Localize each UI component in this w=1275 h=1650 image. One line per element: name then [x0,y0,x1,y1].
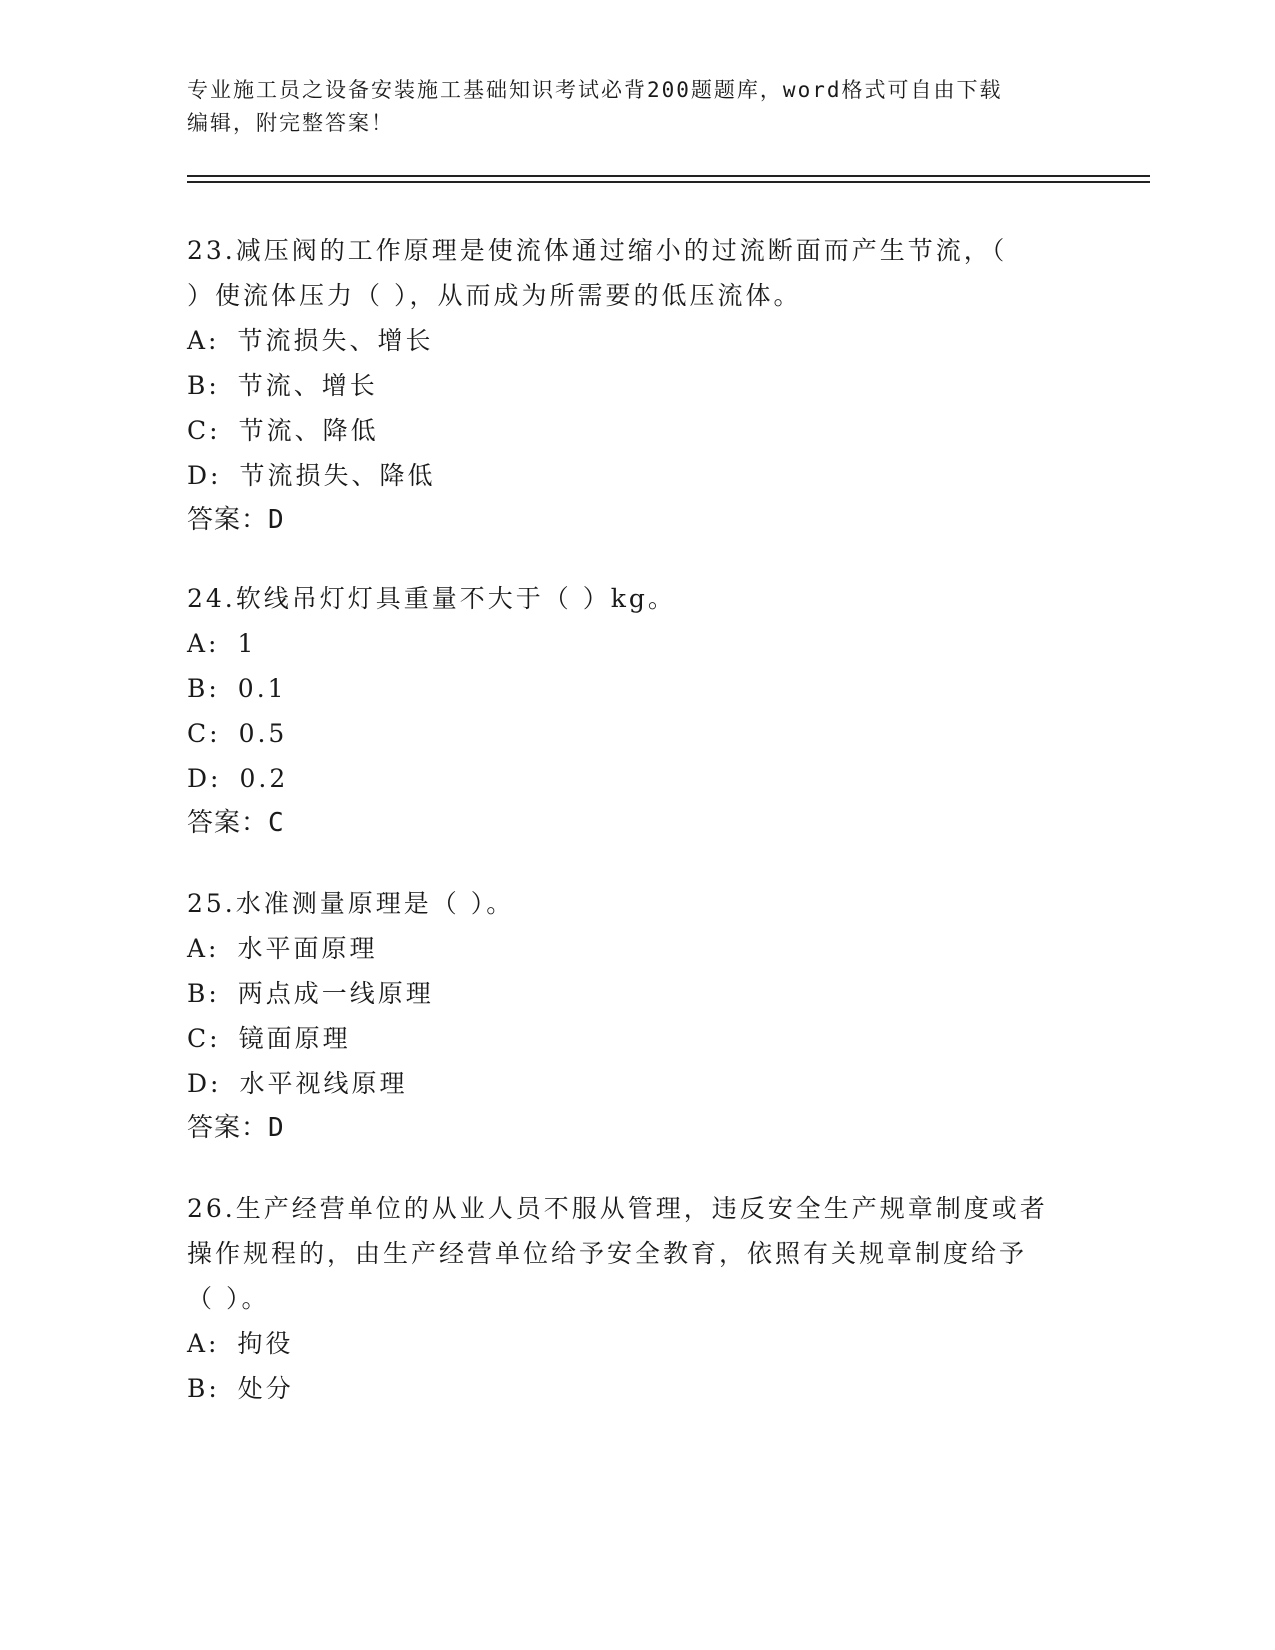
option-a [187,1321,1087,1366]
answer-value: C [268,808,285,838]
question-text-line: ）使流体压力（ ），从而成为所需要的低压流体。 [187,281,802,310]
option-text: 节流损失、增长 [237,326,434,355]
header-divider-bottom [187,181,1150,183]
question-text-line: 26.生产经营单位的从业人员不服从管理，违反安全生产规章制度或者 [187,1194,1048,1223]
header-line-1: 专业施工员之设备安装施工基础知识考试必背200题题库，word格式可自由下载 [187,78,1003,102]
answer-value: D [268,505,285,535]
option-text: 节流、降低 [238,416,379,445]
option-letter: C: [187,719,221,748]
option-text: 0.1 [237,674,287,703]
option-text: 镜面原理 [238,1024,351,1053]
question-text-line: 操作规程的，由生产经营单位给予安全教育，依照有关规章制度给予 [187,1239,1028,1268]
answer-label: 答案： [187,1113,269,1143]
option-text: 水平视线原理 [239,1069,408,1098]
option-text: 0.5 [238,719,288,748]
option-letter: B: [187,674,220,703]
answer-label: 答案： [187,808,269,838]
option-text: 节流损失、降低 [239,461,436,490]
option-text: 1 [237,629,257,658]
option-letter: B: [187,371,220,400]
option-letter: D: [187,764,222,793]
answer-value: D [268,1113,285,1143]
option-a [187,621,1087,666]
option-letter: B: [187,979,220,1008]
option-c [187,408,1087,453]
option-text: 水平面原理 [237,934,378,963]
question-25 [187,881,1087,1151]
option-text: 节流、增长 [237,371,378,400]
option-text: 0.2 [239,764,289,793]
option-text: 拘役 [237,1329,294,1358]
option-letter: A: [187,326,220,355]
answer-line [187,1106,1087,1151]
option-letter: D: [187,1069,222,1098]
option-b [187,666,1087,711]
option-c [187,1016,1087,1061]
option-text: 处分 [237,1374,294,1403]
option-letter: B: [187,1374,220,1403]
question-text-line: 24.软线吊灯灯具重量不大于（ ）kg。 [187,584,676,613]
answer-line [187,801,1087,846]
option-d [187,756,1087,801]
option-d [187,1061,1087,1106]
option-d [187,453,1087,498]
option-b [187,1366,1087,1411]
option-letter: C: [187,1024,221,1053]
option-letter: C: [187,416,221,445]
option-text: 两点成一线原理 [237,979,434,1008]
option-c [187,711,1087,756]
question-24 [187,576,1087,846]
question-26 [187,1186,1087,1411]
question-text-line: 23.减压阀的工作原理是使流体通过缩小的过流断面而产生节流，（ [187,236,1008,265]
option-b [187,363,1087,408]
option-b [187,971,1087,1016]
option-a [187,926,1087,971]
document-header [187,74,1087,140]
option-a [187,318,1087,363]
header-line-2: 编辑，附完整答案！ [187,111,394,135]
option-letter: D: [187,461,222,490]
option-letter: A: [187,934,220,963]
question-23 [187,228,1087,543]
answer-label: 答案： [187,505,269,535]
header-divider-top [187,175,1150,177]
question-text-line: 25.水准测量原理是（ ）。 [187,889,515,918]
answer-line [187,498,1087,543]
question-text-line: （ ）。 [187,1284,270,1313]
option-letter: A: [187,629,220,658]
option-letter: A: [187,1329,220,1358]
